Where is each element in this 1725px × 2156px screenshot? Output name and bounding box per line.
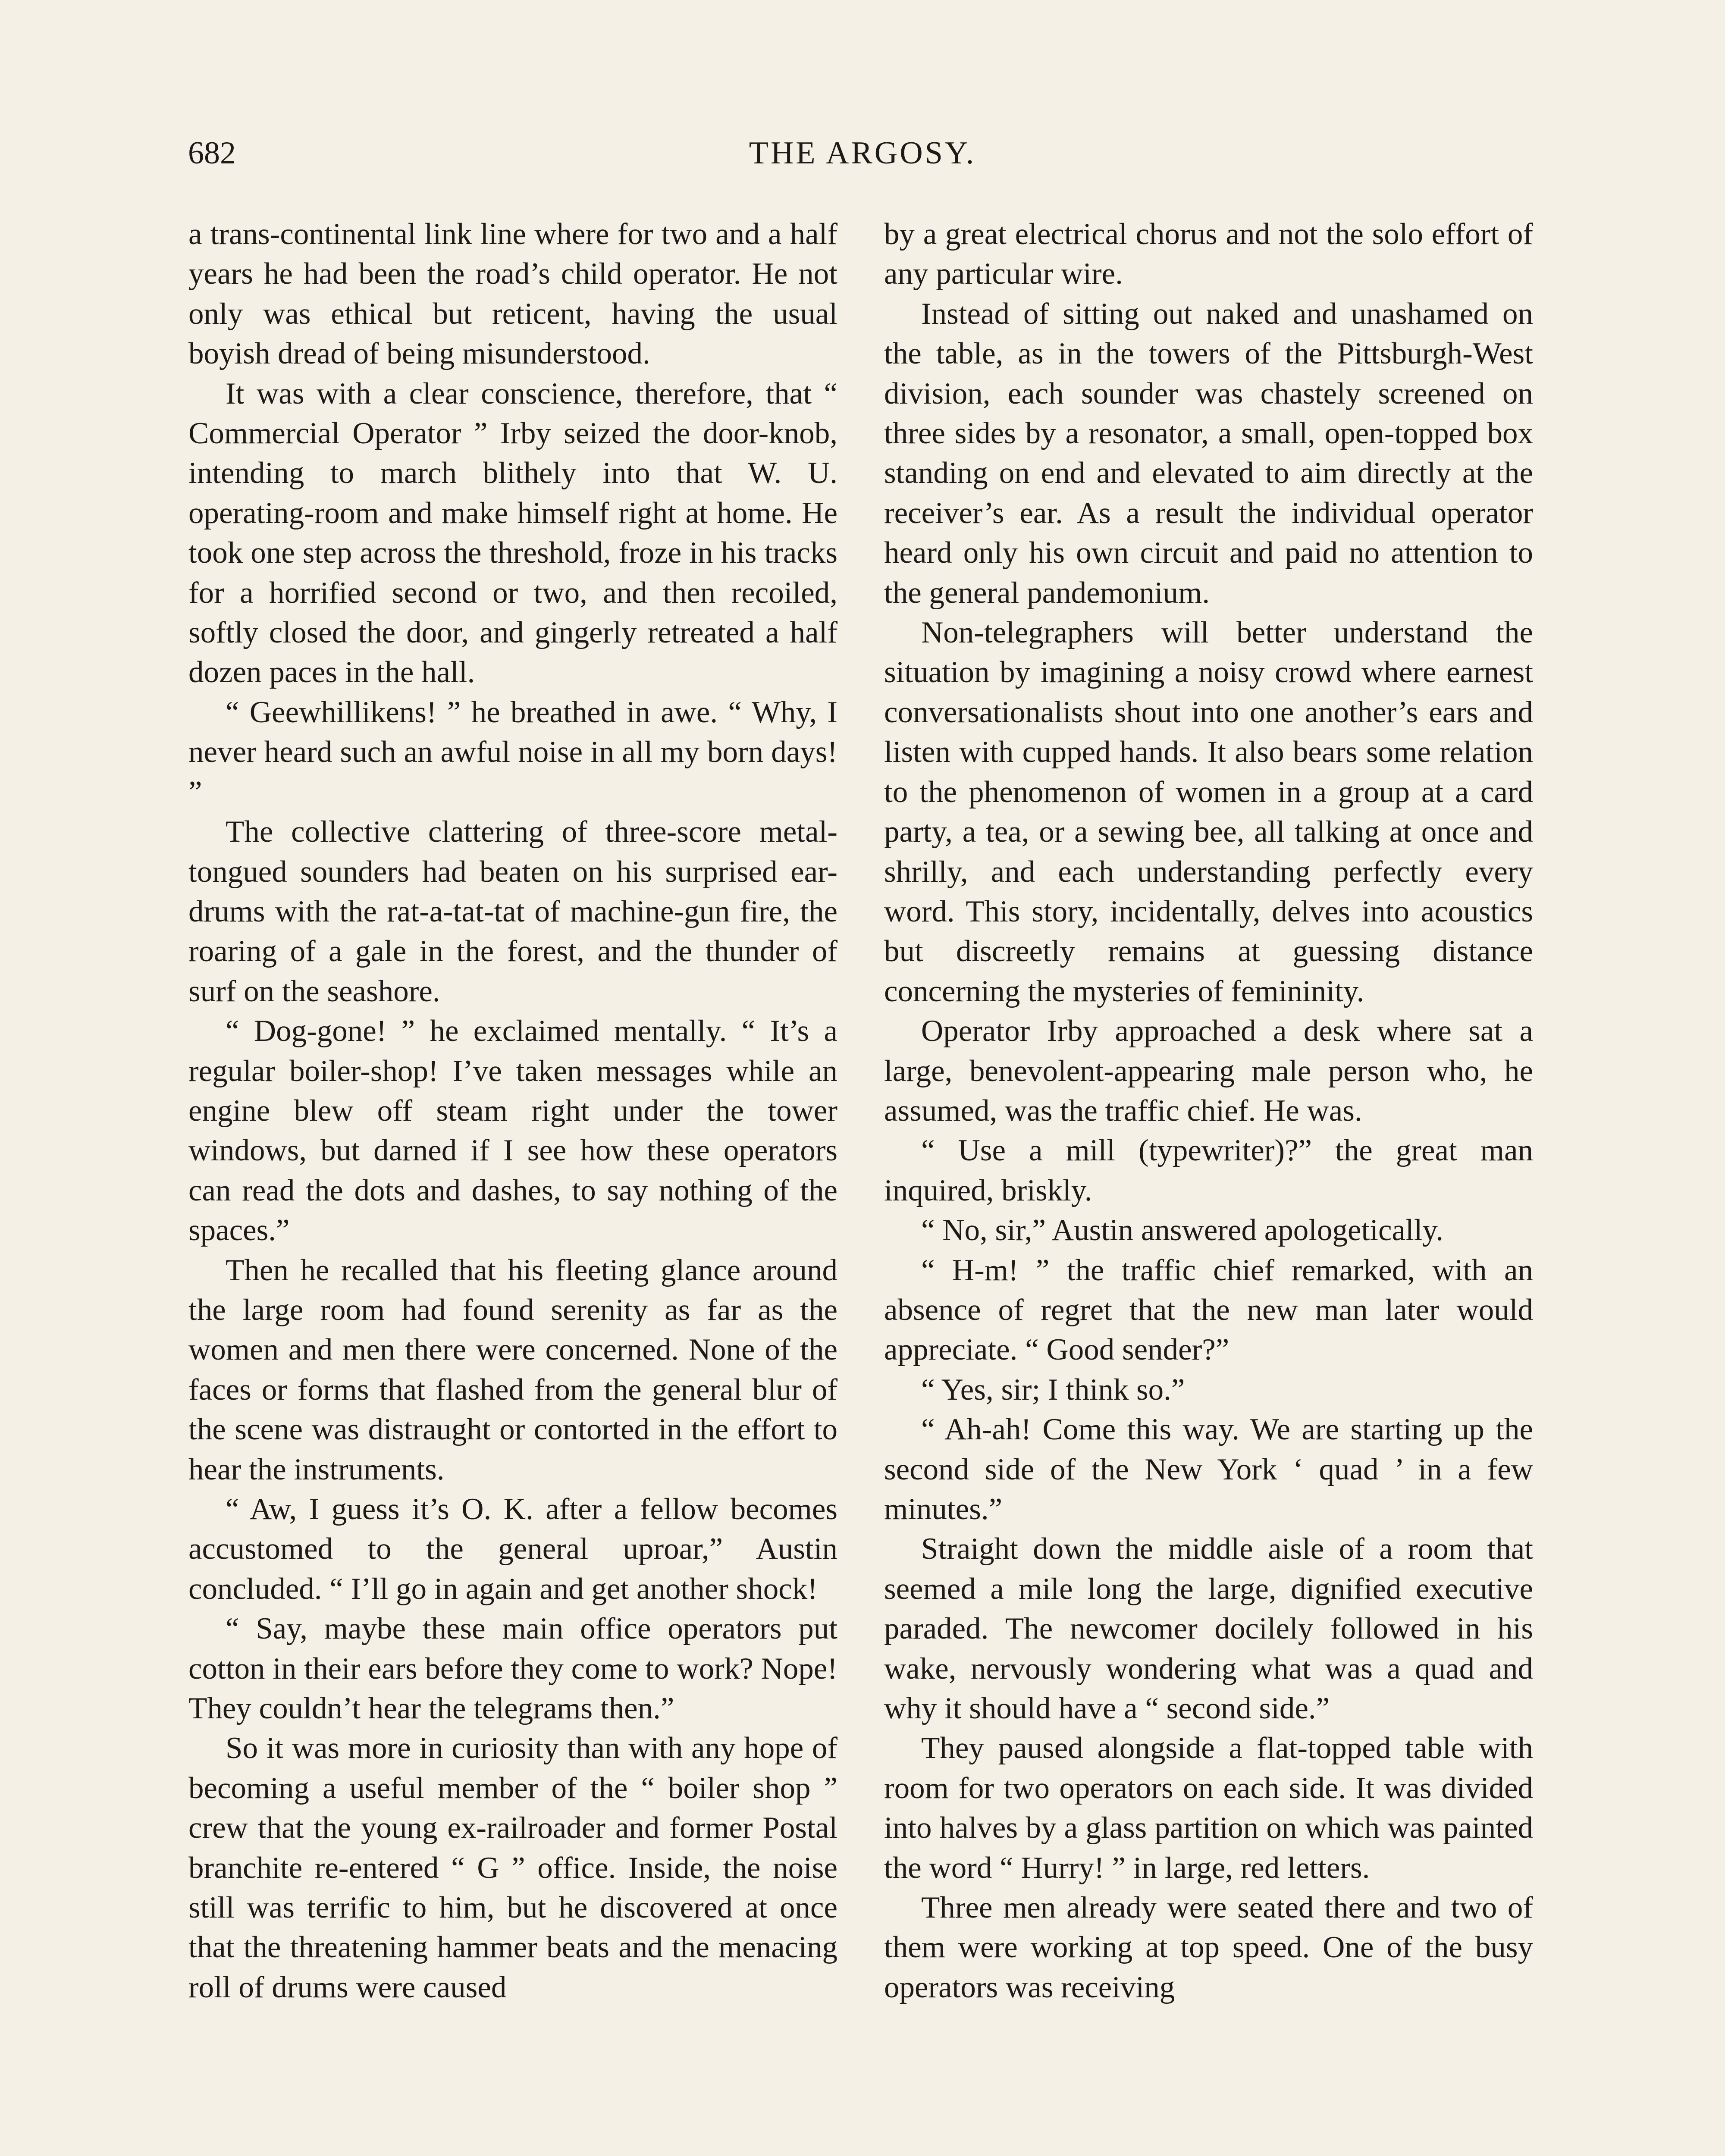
- paragraph: Three men already were seated there and two of them were working at top speed. One of the busy operators was receiving: [884, 1891, 1533, 2004]
- paragraph: Operator Irby approached a desk where sat a large, benevolent-appearing male person who, he assumed, was the traffic chief. He was.: [884, 1014, 1533, 1128]
- paragraph: “ Yes, sir; I think so.”: [921, 1373, 1185, 1407]
- left-text-column: [188, 214, 837, 2007]
- paragraph: “ No, sir,” Austin answered apologetically.: [921, 1213, 1444, 1247]
- paragraph: Non-telegraphers will better understand the situation by imagining a noisy crowd where earnest conversationalists shout into one another’s ears and listen with cupped hands. It also bears some relation to the phenomenon of women in a group at a card party, a tea, or a sewing bee, all talking at once and shrilly, and each understanding perfectly every word. This story, incidentally, delves into acoustics but discreetly remains at guessing distance concerning the mysteries of femininity.: [884, 616, 1533, 1008]
- paragraph: The collective clattering of three-score metal-tongued sounders had beaten on his surprised ear-drums with the rat-a-tat-tat of machine-gun fire, the roaring of a gale in the forest, and the thunder of surf on the seashore.: [188, 815, 837, 1008]
- right-text-column: [884, 214, 1533, 2007]
- paragraph: “ H-m! ” the traffic chief remarked, with an absence of regret that the new man later would appreciate. “ Good sender?”: [884, 1253, 1533, 1367]
- paragraph: “ Ah-ah! Come this way. We are starting up the second side of the New York ‘ quad ’ in a few minutes.”: [884, 1413, 1533, 1526]
- paragraph: So it was more in curiosity than with any hope of becoming a useful member of the “ boiler shop ” crew that the young ex-railroader and former Postal branchite re-entered “ G ” office. Inside, the noise still was terrific to him, but he discovered at once that the threatening hammer beats and the menacing roll of drums were caused: [188, 1731, 837, 2004]
- paragraph: by a great electrical chorus and not the solo effort of any particular wire.: [884, 217, 1533, 291]
- paragraph: Straight down the middle aisle of a room that seemed a mile long the large, dignified executive paraded. The newcomer docilely followed in his wake, nervously wondering what was a quad and why it should have a “ second side.”: [884, 1532, 1533, 1726]
- page-number: 682: [188, 135, 236, 171]
- paragraph: Then he recalled that his fleeting glance around the large room had found serenity as far as the women and men there were concerned. None of the faces or forms that flashed from the general blur of the scene was distraught or contorted in the effort to hear the instruments.: [188, 1253, 837, 1486]
- running-head: THE ARGOSY.: [749, 135, 976, 171]
- paragraph: “ Say, maybe these main office operators put cotton in their ears before they come to work? Nope! They couldn’t hear the telegrams then.”: [188, 1612, 837, 1726]
- paragraph: “ Aw, I guess it’s O. K. after a fellow becomes accustomed to the general uproar,” Austin concluded. “ I’ll go in again and get another shock!: [188, 1492, 837, 1606]
- paragraph: Instead of sitting out naked and unashamed on the table, as in the towers of the Pittsburgh-West division, each sounder was chastely screened on three sides by a resonator, a small, open-topped box standing on end and elevated to aim directly at the receiver’s ear. As a result the individual operator heard only his own circuit and paid no attention to the general pandemonium.: [884, 297, 1533, 610]
- paragraph: It was with a clear conscience, therefore, that “ Commercial Operator ” Irby seized the door-knob, intending to march blithely into that W. U. operating-room and make himself right at home. He took one step across the threshold, froze in his tracks for a horrified second or two, and then recoiled, softly closed the door, and gingerly retreated a half dozen paces in the hall.: [188, 376, 837, 689]
- paragraph: “ Geewhillikens! ” he breathed in awe. “ Why, I never heard such an awful noise in all my born days! ”: [188, 695, 837, 809]
- paragraph: a trans-continental link line where for two and a half years he had been the road’s child operator. He not only was ethical but reticent, having the usual boyish dread of being misunderstood.: [188, 217, 837, 371]
- paragraph: “ Dog-gone! ” he exclaimed mentally. “ It’s a regular boiler-shop! I’ve taken messages while an engine blew off steam right under the tower windows, but darned if I see how these operators can read the dots and dashes, to say nothing of the spaces.”: [188, 1014, 837, 1247]
- paragraph: They paused alongside a flat-topped table with room for two operators on each side. It was divided into halves by a glass partition on which was painted the word “ Hurry! ” in large, red letters.: [884, 1731, 1533, 1885]
- paragraph: “ Use a mill (typewriter)?” the great man inquired, briskly.: [884, 1134, 1533, 1207]
